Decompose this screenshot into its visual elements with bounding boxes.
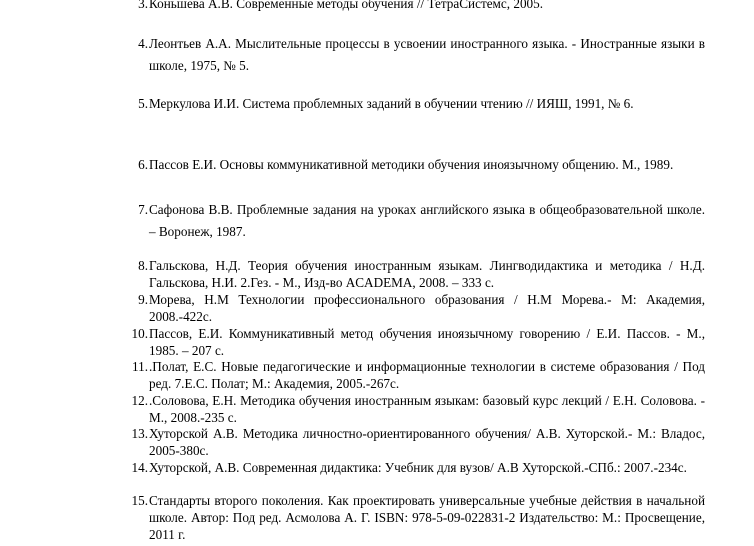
reference-number: 12. xyxy=(131,393,148,408)
reference-item-12 xyxy=(120,392,705,426)
reference-item-11 xyxy=(120,358,705,392)
reference-item-15 xyxy=(120,492,705,543)
reference-text: .Соловова, Е.Н. Методика обучения иностранным языкам: базовый курс лекций / Е.Н. Соловова. - М., 2008.-235 с. xyxy=(149,393,705,425)
reference-text: Морева, Н.М Технологии профессионального образования / Н.М Морева.- М: Академия, 2008.-422с. xyxy=(149,292,705,324)
reference-text: Хуторской, А.В. Современная дидактика: Учебник для вузов/ А.В Хуторской.-СПб.: 2007.-234с. xyxy=(149,460,687,475)
reference-text: Леонтьев А.А. Мыслительные процессы в усвоении иностранного языка. - Иностранные языки в школе, 1975, № 5. xyxy=(149,36,705,73)
reference-item-10 xyxy=(120,325,705,359)
reference-text: Пассов Е.И. Основы коммуникативной методики обучения иноязычному общению. М., 1989. xyxy=(149,157,674,172)
reference-item-14 xyxy=(120,459,705,476)
reference-text: Хуторской А.В. Методика личностно-ориентированного обучения/ А.В. Хуторской.- М.: Владос, 2005-380с. xyxy=(149,426,705,458)
reference-number: 13. xyxy=(131,426,148,441)
reference-number: 4. xyxy=(138,36,148,51)
reference-number: 7. xyxy=(138,202,148,217)
reference-item-6 xyxy=(120,154,705,176)
reference-text: Стандарты второго поколения. Как проектировать универсальные учебные действия в начальной школе. Автор: Под ред. Асмолова А. Г. ISBN: 978-5-09-022831-2 Издательство: М.: Просвещение, 2011 г. xyxy=(149,493,705,542)
reference-text: Меркулова И.И. Система проблемных заданий в обучении чтению // ИЯШ, 1991, № 6. xyxy=(149,96,634,111)
reference-number: 9. xyxy=(138,292,148,307)
reference-text: Гальскова, Н.Д. Теория обучения иностранным языкам. Лингводидактика и методика / Н.Д. Гальскова, Н.И. 2.Гез. - М., Изд-во ACADEMA, 2008. – 333 с. xyxy=(149,258,705,290)
reference-item-9 xyxy=(120,291,705,325)
reference-item-4 xyxy=(120,33,705,76)
reference-text: Коньшева А.В. Современные методы обучения // ТетраСистемс, 2005. xyxy=(149,0,544,11)
reference-number: 10. xyxy=(131,326,148,341)
reference-number: 3. xyxy=(138,0,148,11)
reference-number: 6. xyxy=(138,157,148,172)
reference-number: 15. xyxy=(131,493,148,508)
reference-number: 14. xyxy=(131,460,148,475)
reference-item-7 xyxy=(120,199,705,242)
reference-number: 8. xyxy=(138,258,148,273)
reference-item-3 xyxy=(120,0,705,15)
reference-number: 11. xyxy=(132,359,148,374)
reference-item-13 xyxy=(120,425,705,459)
reference-item-5 xyxy=(120,93,705,115)
reference-text: Сафонова В.В. Проблемные задания на уроках английского языка в общеобразовательной школе. – Воронеж, 1987. xyxy=(149,202,705,239)
reference-item-8 xyxy=(120,257,705,291)
reference-number: 5. xyxy=(138,96,148,111)
reference-text: Пассов, Е.И. Коммуникативный метод обучения иноязычному говорению / Е.И. Пассов. - М., 1985. – 207 с. xyxy=(149,326,705,358)
reference-text: .Полат, Е.С. Новые педагогические и информационные технологии в системе образования / Под ред. 7.Е.С. Полат; М.: Академия, 2005.-267с. xyxy=(149,359,705,391)
